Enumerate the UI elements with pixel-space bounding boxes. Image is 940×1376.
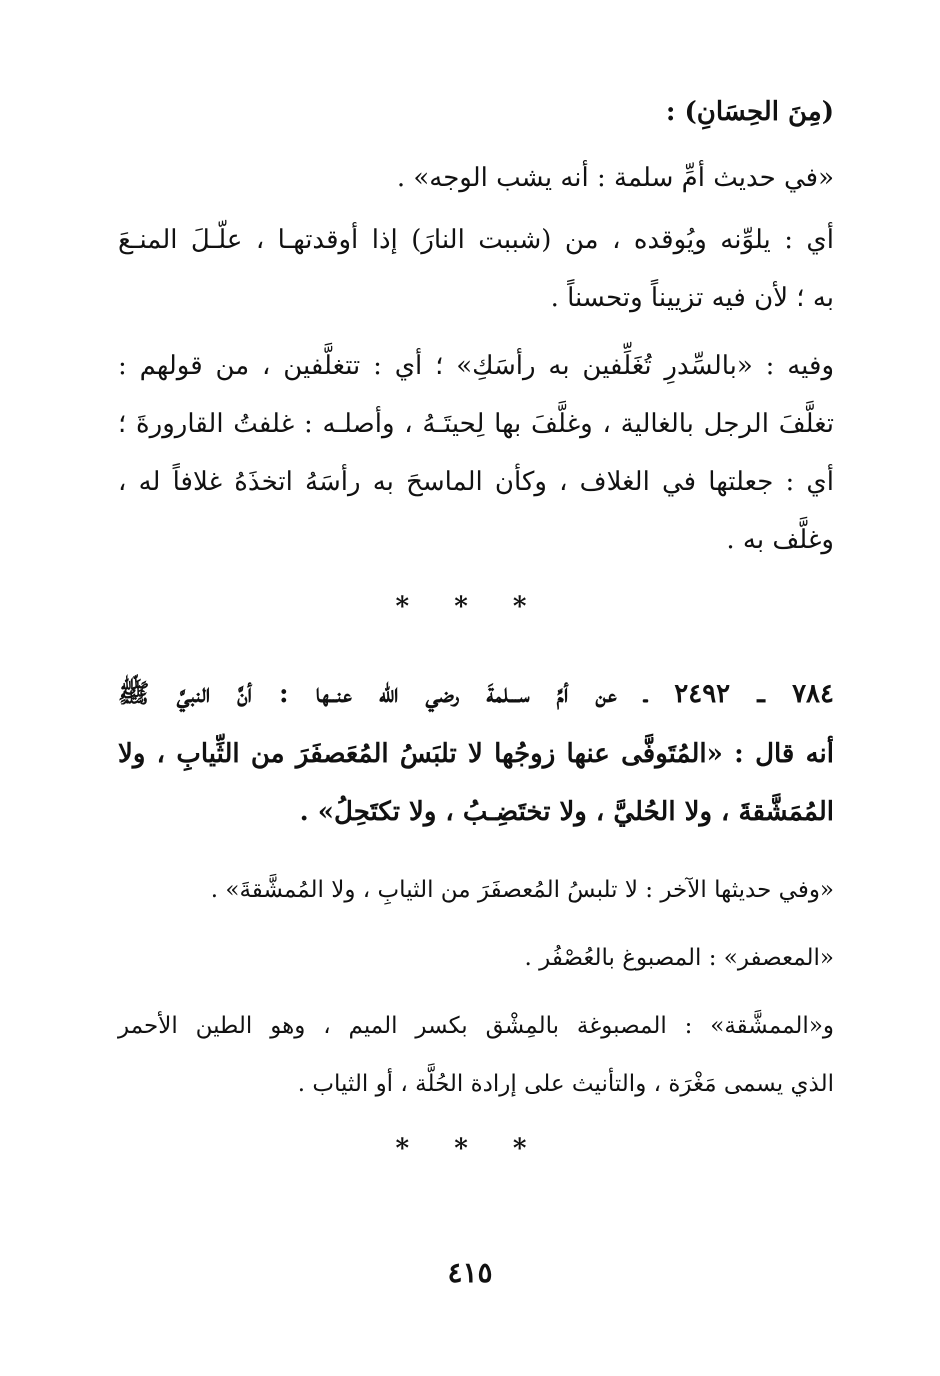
commentary-line: الذي يسمى مَغْرَة ، والتأنيث على إرادة الحُلَّة ، أو الثياب .	[297, 1071, 834, 1097]
commentary-line: «وفي حديثها الآخر : لا تلبسُ المُعصفَرَ من الثيابِ ، ولا المُمشَّقةَ» .	[210, 877, 834, 903]
section-heading: (مِنَ الحِسَانِ) :	[665, 97, 834, 127]
paragraph-line: وغلَّف به .	[726, 525, 834, 555]
paragraph-line: أي : يلوِّنه ويُوقده ، من (شببت النارَ) إذا أوقدتهـا ، علّـلَ المنـعَ	[118, 225, 834, 255]
paragraph-line: أي : جعلتها في الغلاف ، وكأن الماسحَ به رأسَهُ اتخذَهُ غلافاً له ،	[118, 467, 834, 497]
commentary-line: و«الممشَّقة» : المصبوغة بالمِشْق بكسر الميم ، وهو الطين الأحمر	[118, 1013, 834, 1039]
hadith-line: المُمَشَّقةَ ، ولا الحُليَّ ، ولا تختَضِـبُ ، ولا تكتَحِلُ» .	[299, 797, 834, 827]
paragraph-line: وفيه : «بالسِّدرِ تُغَلِّفين به رأسَكِ» ؛ أي : تتغلَّفين ، من قولهم :	[118, 351, 834, 381]
section-separator: * * *	[395, 592, 545, 622]
section-separator: * * *	[395, 1134, 545, 1164]
commentary-line: «المعصفر» : المصبوغ بالعُصْفُر .	[524, 945, 834, 971]
page-number: ٤١٥	[447, 1256, 493, 1289]
hadith-line: أنه قال : «المُتَوفَّى عنها زوجُها لا تلبَسُ المُعَصفَرَ من الثِّيابِ ، ولا	[118, 739, 834, 769]
hadith-line: ٧٨٤ ـ ٢٤٩٢ ـ عن أمِّ ســـلمةَ رضي الله عنــها : أنَّ النبيَّ ﷺ	[118, 679, 834, 709]
paragraph-line: تغلَّفَ الرجل بالغالية ، وغلَّفَ بها لِحيتَـهُ ، وأصلـه : غلفتُ القارورةَ ؛	[118, 409, 834, 439]
paragraph-line: «في حديث أمِّ سلمة : أنه يشب الوجه» .	[396, 163, 834, 193]
paragraph-line: به ؛ لأن فيه تزييناً وتحسناً .	[550, 283, 834, 313]
